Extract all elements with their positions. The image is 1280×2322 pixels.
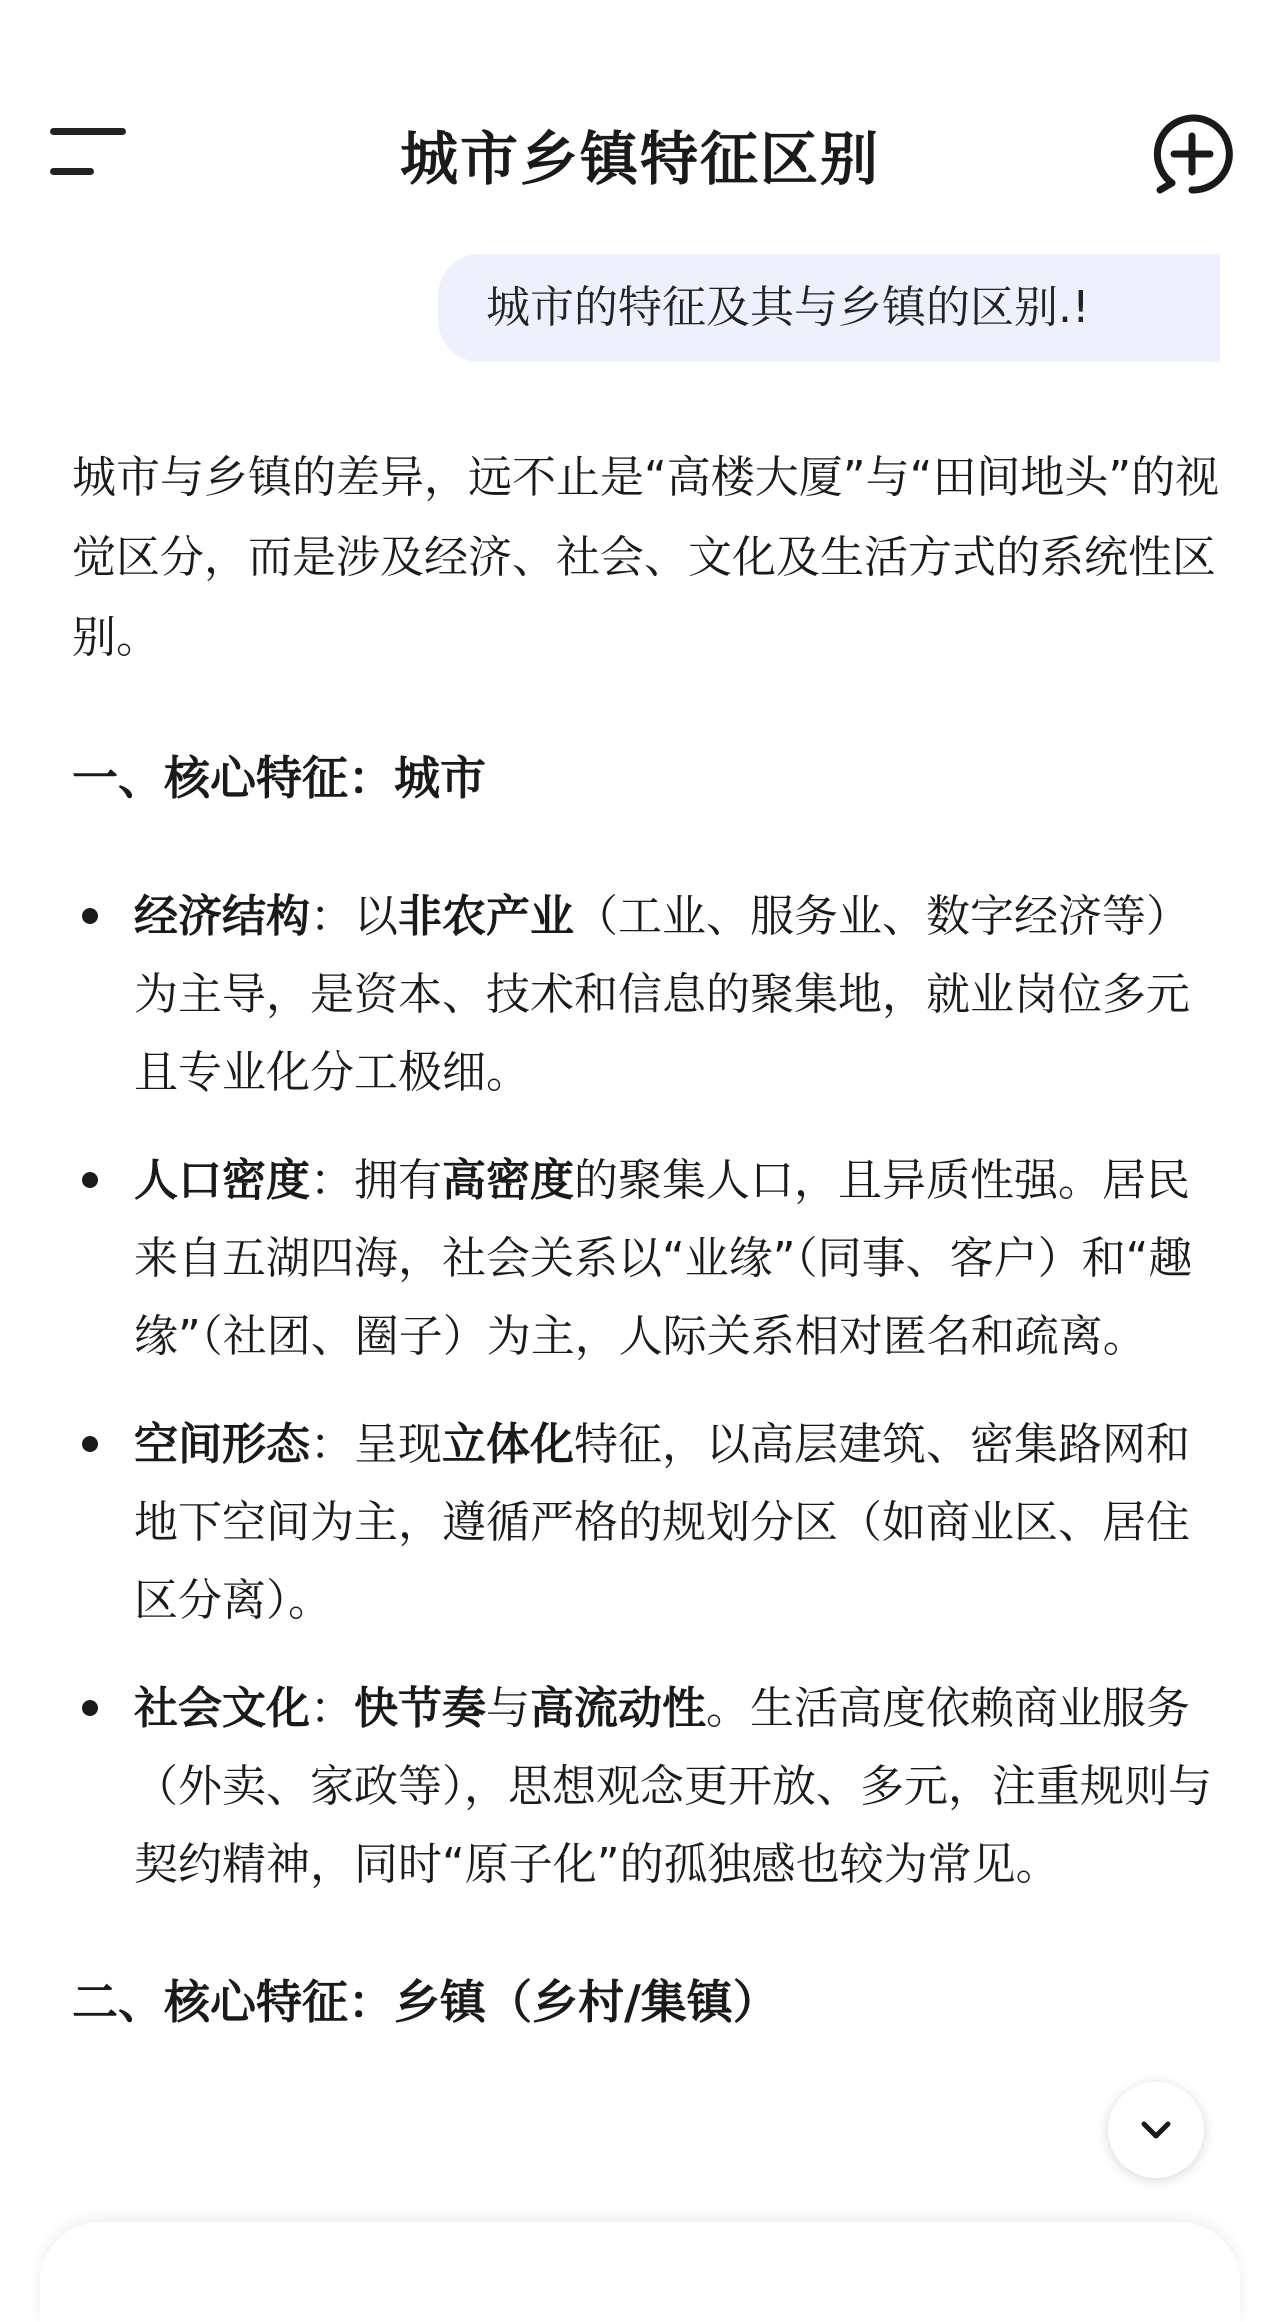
chevron-down-icon: [1136, 2110, 1176, 2150]
bullet-icon: [82, 1172, 98, 1188]
user-message-bubble: 城市的特征及其与乡镇的区别.!: [438, 254, 1220, 362]
menu-icon: [50, 128, 126, 135]
bullet-icon: [82, 908, 98, 924]
new-chat-plus-icon: [1148, 110, 1236, 198]
list-item: 空间形态：呈现立体化特征，以高层建筑、密集路网和地下空间为主，遵循严格的规划分区（如商业区、居住区分离）。: [72, 1406, 1222, 1640]
bullet-icon: [82, 1700, 98, 1716]
list-item: 社会文化：快节奏与高流动性。生活高度依赖商业服务（外卖、家政等），思想观念更开放、多元，注重规则与契约精神，同时“原子化”的孤独感也较为常见。: [72, 1670, 1222, 1904]
new-chat-button[interactable]: [1148, 110, 1236, 198]
bullet-icon: [82, 1436, 98, 1452]
answer-intro: 城市与乡镇的差异，远不止是“高楼大厦”与“田间地头”的视觉区分，而是涉及经济、社会、文化及生活方式的系统性区别。: [72, 452, 1220, 663]
input-composer[interactable]: [40, 2222, 1240, 2322]
menu-button[interactable]: [50, 120, 130, 180]
assistant-answer: [72, 438, 1222, 2042]
list-item: 人口密度：拥有高密度的聚集人口，且异质性强。居民来自五湖四海，社会关系以“业缘”（同事、客户）和“趣缘”（社团、圈子）为主，人际关系相对匿名和疏离。: [72, 1142, 1222, 1376]
city-feature-list: [72, 878, 1222, 1904]
section-heading-city: 一、核心特征：城市: [72, 751, 486, 805]
app-header: [0, 0, 1280, 230]
scroll-down-button[interactable]: [1108, 2082, 1204, 2178]
list-item: 经济结构：以非农产业（工业、服务业、数字经济等）为主导，是资本、技术和信息的聚集地，就业岗位多元且专业化分工极细。: [72, 878, 1222, 1112]
page-title: 城市乡镇特征区别: [399, 125, 880, 193]
section-heading-town: 二、核心特征：乡镇（乡村/集镇）: [72, 1975, 779, 2029]
